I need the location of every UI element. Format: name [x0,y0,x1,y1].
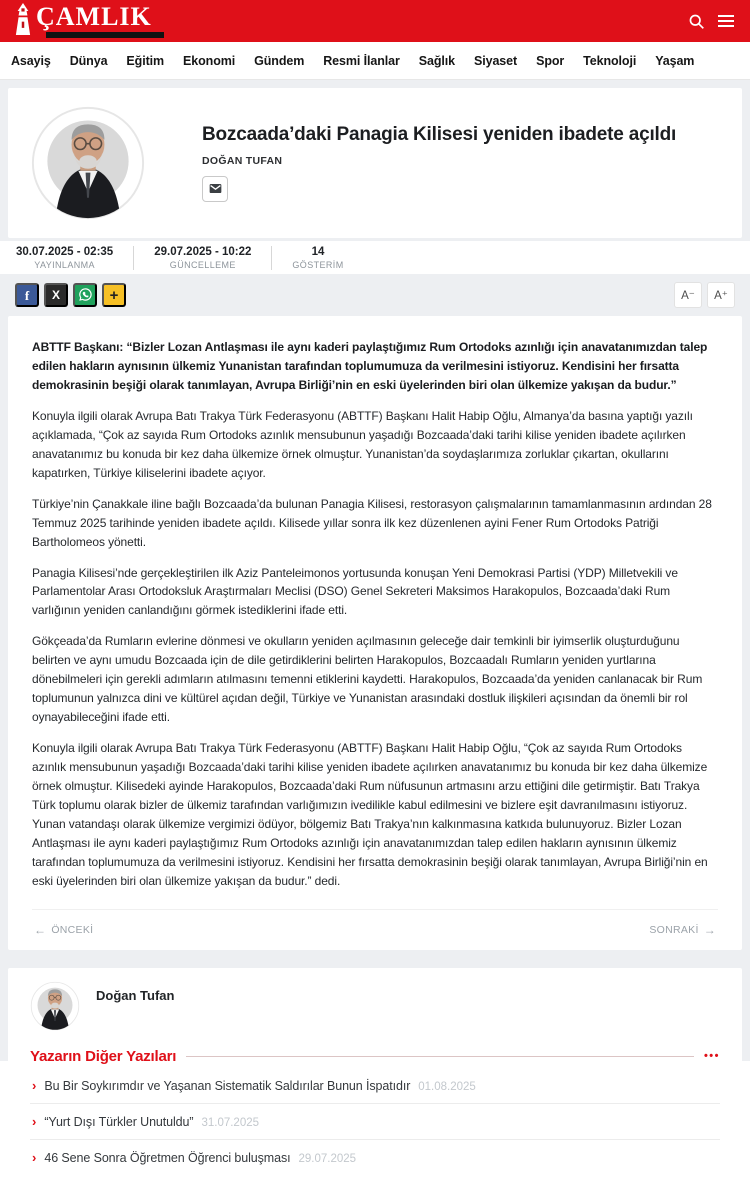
article-paragraph: Türkiye’nin Çanakkale iline bağlı Bozcaada’da bulunan Panagia Kilisesi, restorasyon çalışmalarının tamamlanmasının ardından 28 Temmuz 2025 tarihinde yeniden ibadete açıldı. Kilisede yıllar sonra ilk kez düzenlenen ayini Fener Rum Ortodoks Patriği Bartholomeos yönetti. [32,496,712,549]
article-paragraph: Gökçeada’da Rumların evlerine dönmesi ve okulların yeniden açılmasının geleceğe dair temkinli bir iyimserlik oluşturduğunu belirten ve aynı umudu Bozcaada için de dile getirdiklerini belirten Harakopulos, Bozcaadalı Rumların yeniden yurtlarına dönebilmeleri için gerekli adımların atılmasını temenni etiklerini kaydetti. Harakopulos, Bozcaada’da yeniden canlanacak bir Rum toplumunun yalnızca dini ve kültürel açıdan değil, Türkiye ve Yunanistan arasındaki dostluk ilişkileri açısından da önemli bir rol oynayabileceğini ifade etti. [32,634,703,725]
updated-date: 29.07.2025 - 10:22 [154,246,252,258]
logo-text: ÇAMLIK [36,2,152,31]
author-avatar-small [30,981,80,1031]
whatsapp-icon [78,287,93,304]
article-header-card [8,88,742,238]
other-article-title[interactable]: 46 Sene Sonra Öğretmen Öğrenci buluşması [44,1150,291,1165]
other-article-date: 31.07.2025 [201,1116,260,1129]
search-icon[interactable] [688,13,705,30]
nav-item[interactable]: Eğitim [126,53,165,68]
site-header [0,0,750,42]
views-label: GÖSTERİM [292,260,344,270]
article-meta-strip [0,241,750,274]
other-articles-section-header [30,1048,720,1065]
nav-item[interactable]: Teknoloji [583,53,637,68]
nav-item[interactable]: Yaşam [655,53,695,68]
section-divider-line [186,1056,694,1057]
chevron-right-icon: › [32,1113,37,1129]
meta-updated [133,246,271,270]
nav-item[interactable]: Resmi İlanlar [323,53,400,68]
nav-item[interactable]: Siyaset [473,53,518,68]
article-paragraph: Konuyla ilgili olarak Avrupa Batı Trakya Türk Federasyonu (ABTTF) Başkanı Halit Habip Oğlu, “Çok az sayıda Rum Ortodoks azınlık mensubunun yaşadığı Bozcaada’daki tarihi kilise yeniden ibadete açılırken anavatanımız bu konuda bir kez daha ülkemize örnek olmuştur. Kilisedeki ayinde Harakopulos, Bozcaada’daki Rum nüfusunun artmasını arzu ettiğini dile getirmiştir. Batı Trakya Türk toplumu olarak bizler de ülkemiz tarafından varlığımızın ivedilikle kabul edilmesini ve bizlere eşit davranılmasını istiyoruz. Yunan vatandaşı olarak ülkemize vergimizi ödüyor, bölgemiz Batı Trakya’nın kalkınmasına katkıda bulunuyoruz. Bizler Lozan Antlaşması ile aynı kaderi paylaştığımız Rum Ortodoks azınlığı için anavatanımızdan talep edilen hakların aynısının ülkemiz tarafından toplumumuza da verilmesini istiyoruz. Kendisini her fırsatta demokrasinin beşiği olarak tanımlayan, Avrupa Birliği’nin en eski üyelerinden biri olan ülkemize yakışan da budur.” dedi. [32,741,708,888]
author-box-header[interactable] [30,981,720,1031]
nav-item[interactable]: Asayiş [11,53,51,68]
other-article-title[interactable]: Bu Bir Soykırımdır ve Yaşanan Sistematik Saldırılar Bunun İspatıdır [44,1078,411,1093]
nav-item[interactable]: Spor [536,53,565,68]
other-article-row[interactable] [30,1104,720,1140]
email-author-button[interactable] [202,176,228,202]
other-articles-list [30,1068,720,1175]
share-facebook-button[interactable]: f [15,283,39,307]
arrow-left-icon: ← [34,922,47,937]
font-decrease-button[interactable]: A⁻ [674,282,702,308]
arrow-right-icon: → [703,922,716,937]
hamburger-menu-icon[interactable] [718,14,734,28]
article-pager [32,909,718,950]
other-article-row[interactable] [30,1068,720,1104]
envelope-icon [209,182,222,197]
main-nav [0,42,750,80]
meta-views [271,246,363,270]
article-paragraph: Panagia Kilisesi’nde gerçekleştirilen ilk Aziz Panteleimonos yortusunda konuşan Yeni Demokrasi Partisi (YDP) Milletvekili ve Parlamentolar Arası Ortodoksluk Araştırmaları Meclisi (DSO) Genel Sekreteri Maksimos Harakopulos, Bozcaada’daki Rum varlığının yeniden canlandığını görmek istediklerini ifade etti. [32,565,678,618]
other-article-date: 29.07.2025 [298,1152,357,1165]
share-toolbar [15,282,735,308]
author-box-card [8,968,742,1183]
article-author[interactable]: DOĞAN TUFAN [202,155,283,167]
share-more-button[interactable]: + [102,283,126,307]
nav-item[interactable]: Dünya [69,53,108,68]
article-title: Bozcaada’daki Panagia Kilisesi yeniden ibadete açıldı [202,124,677,145]
other-articles-title: Yazarın Diğer Yazıları [30,1047,177,1065]
article-paragraphs [32,407,718,891]
published-label: YAYINLANMA [34,260,95,270]
chevron-right-icon: › [32,1149,37,1165]
clock-tower-icon [14,3,32,40]
next-article-link[interactable]: SONRAKİ → [649,922,716,937]
published-date: 30.07.2025 - 02:35 [16,246,114,258]
share-x-button[interactable]: X [44,283,68,307]
other-article-title[interactable]: “Yurt Dışı Türkler Unutuldu” [44,1114,194,1129]
views-count: 14 [311,246,325,258]
font-increase-button[interactable]: A⁺ [707,282,735,308]
share-whatsapp-button[interactable] [73,283,97,307]
more-options-dots-icon[interactable]: ••• [703,1050,720,1063]
chevron-right-icon: › [32,1077,37,1093]
prev-article-link[interactable]: ← ÖNCEKİ [34,922,94,937]
nav-item[interactable]: Sağlık [418,53,455,68]
article-lead: ABTTF Başkanı: “Bizler Lozan Antlaşması ile aynı kaderi paylaştığımız Rum Ortodoks azınlığı için anavatanımızdan talep edilen hakların aynısının ülkemiz Yunanistan tarafından toplumumuza da verilmesini istiyoruz. Kendisini her fırsatta demokrasinin beşiği olarak tanımlayan, Avrupa Birliği’nin en eski üyelerinden biri olan ülkemize yakışan da budur.” [32,340,708,392]
site-logo[interactable] [14,3,164,40]
nav-item[interactable]: Ekonomi [183,53,236,68]
other-article-date: 01.08.2025 [418,1080,476,1093]
meta-published [16,246,133,270]
article-body-card [8,316,742,950]
author-avatar [30,105,146,221]
logo-tagline-bar [46,32,164,38]
other-article-row[interactable] [30,1140,720,1175]
nav-item[interactable]: Gündem [254,53,305,68]
author-box-name[interactable]: Doğan Tufan [96,987,175,1003]
article-paragraph: Konuyla ilgili olarak Avrupa Batı Trakya Türk Federasyonu (ABTTF) Başkanı Halit Habip Oğlu, Almanya’da basına yaptığı yazılı açıklamada, “Çok az sayıda Rum Ortodoks azınlık mensubunun yaşadığı Bozcaada’daki tarihi kilise yeniden ibadete açılırken anavatanımız bu konuda bir kez daha ülkemize örnek olmuştur. Yunanistan’da soydaşlarımıza zorluklar çıkartan, okullarını kapatırken, Türkiye kiliselerini ibadete açıyor. [32,408,693,480]
updated-label: GÜNCELLEME [169,260,236,270]
